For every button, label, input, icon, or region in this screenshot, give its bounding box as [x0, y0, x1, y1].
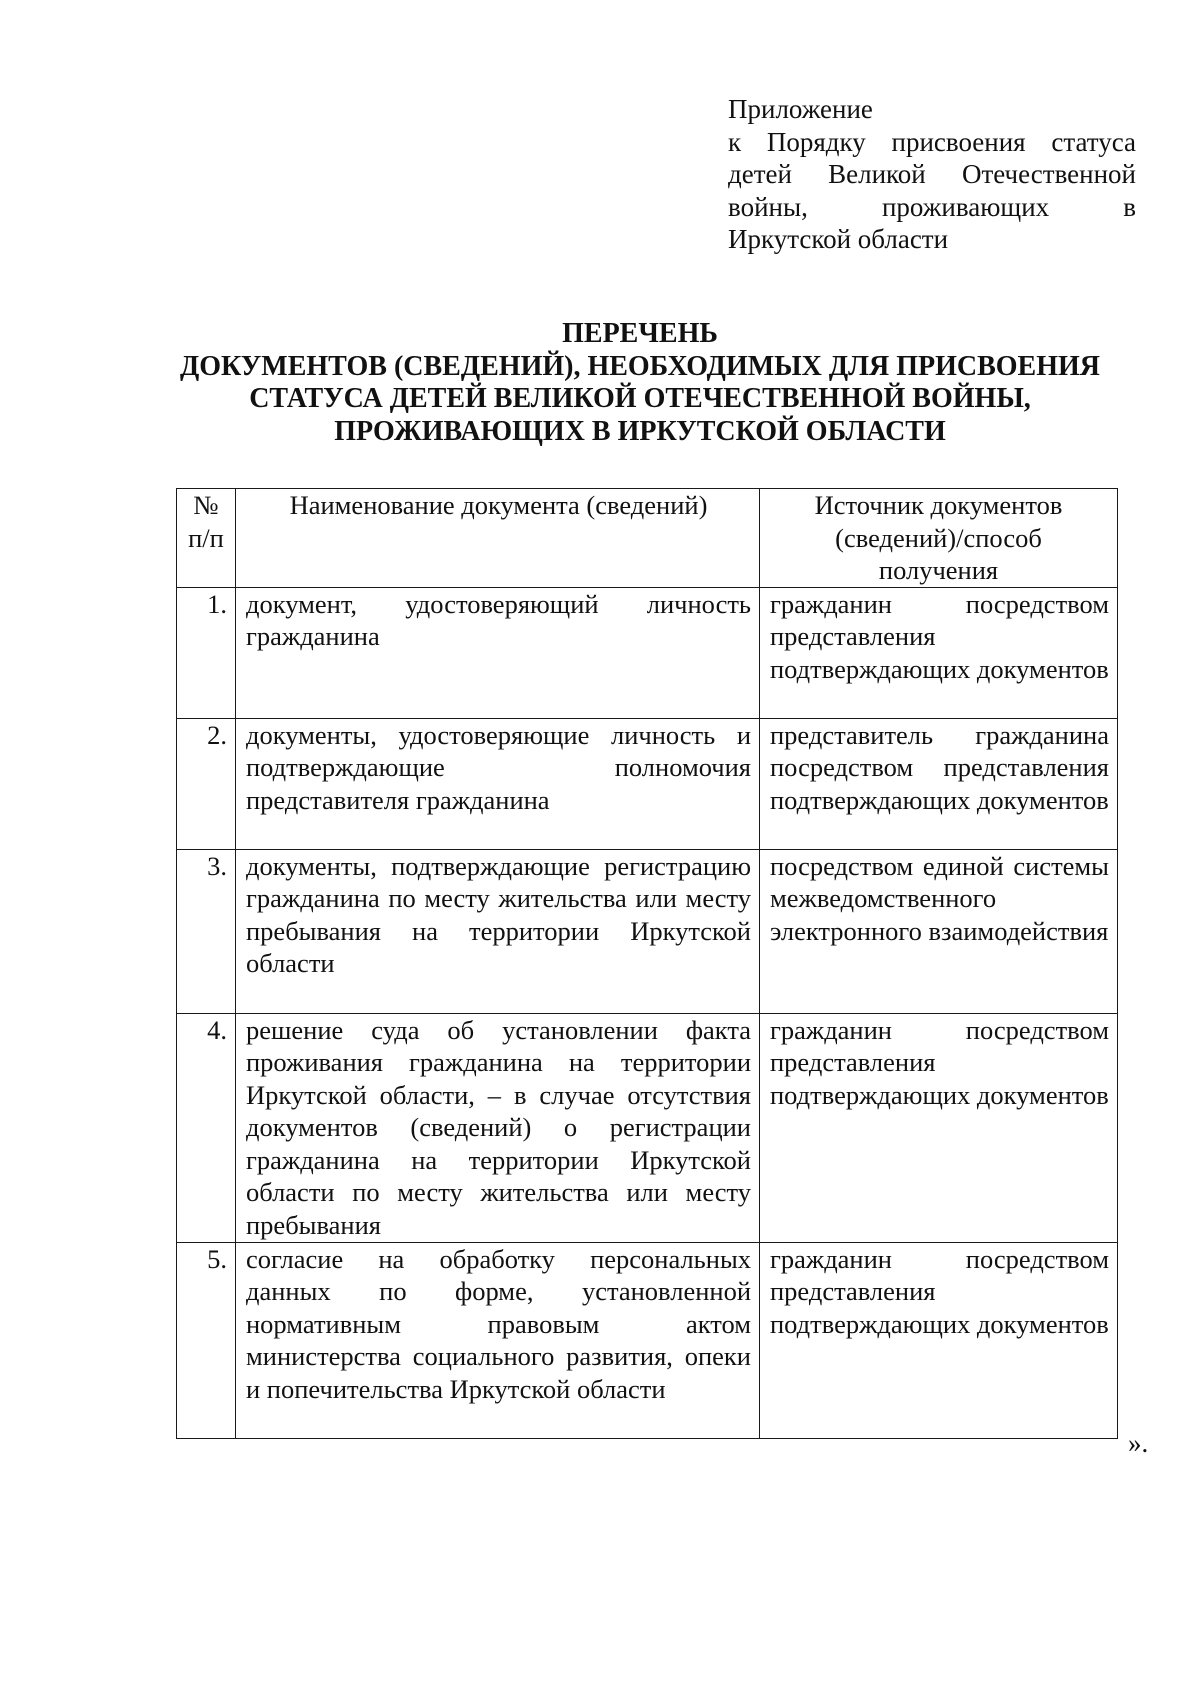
row-num: 2.: [177, 718, 236, 849]
documents-table: [176, 488, 1118, 1439]
row-num: 1.: [177, 587, 236, 718]
row-source: гражданин посредством представления подтверждающих документов: [760, 587, 1118, 718]
appendix-word: проживающих: [881, 191, 1050, 222]
row-source: гражданин посредством представления подтверждающих документов: [760, 1013, 1118, 1242]
row-source: посредством единой системы межведомственного электронного взаимодействия: [760, 849, 1118, 1013]
appendix-line: Иркутской области: [728, 224, 949, 254]
appendix-word: в: [1123, 191, 1136, 222]
row-num: 5.: [177, 1242, 236, 1438]
document-title: [140, 318, 1140, 448]
title-line: ДОКУМЕНТОВ (СВЕДЕНИЙ), НЕОБХОДИМЫХ ДЛЯ ПРИСВОЕНИЯ: [179, 350, 1101, 382]
header-source: Источник документов (сведений)/способ получения: [760, 489, 1118, 588]
row-num: 4.: [177, 1013, 236, 1242]
appendix-note: [728, 93, 1136, 256]
header-num: № п/п: [177, 489, 236, 588]
row-source: гражданин посредством представления подтверждающих документов: [760, 1242, 1118, 1438]
table-row: [177, 849, 1118, 1013]
table-row: [177, 718, 1118, 849]
row-name: документ, удостоверяющий личность гражданина: [236, 587, 760, 718]
row-source: представитель гражданина посредством представления подтверждающих документов: [760, 718, 1118, 849]
table-row: [177, 1242, 1118, 1438]
row-name: документы, удостоверяющие личность и подтверждающие полномочия представителя гражданина: [236, 718, 760, 849]
row-name: решение суда об установлении факта проживания гражданина на территории Иркутской области, – в случае отсутствия документов (сведений) о регистрации гражданина на территории Иркутской области по месту жительства или месту пребывания: [236, 1013, 760, 1242]
table-header-row: [177, 489, 1118, 588]
appendix-line: к Порядку присвоения статуса: [728, 126, 1136, 157]
appendix-line-split: [728, 191, 1136, 224]
closing-quote-mark: ».: [1128, 1428, 1149, 1458]
appendix-word: войны,: [728, 191, 808, 222]
title-line: ПРОЖИВАЮЩИХ В ИРКУТСКОЙ ОБЛАСТИ: [334, 415, 946, 447]
header-name: Наименование документа (сведений): [236, 489, 760, 588]
title-line: ПЕРЕЧЕНЬ: [562, 318, 718, 349]
row-name: согласие на обработку персональных данных по форме, установленной нормативным правовым актом министерства социального развития, опеки и попечительства Иркутской области: [236, 1242, 760, 1438]
row-num: 3.: [177, 849, 236, 1013]
table-row: [177, 1013, 1118, 1242]
table-row: [177, 587, 1118, 718]
title-line: СТАТУСА ДЕТЕЙ ВЕЛИКОЙ ОТЕЧЕСТВЕННОЙ ВОЙНЫ,: [249, 383, 1031, 414]
appendix-line: Приложение: [728, 94, 873, 124]
row-name: документы, подтверждающие регистрацию гражданина по месту жительства или месту пребывания на территории Иркутской области: [236, 849, 760, 1013]
appendix-line: детей Великой Отечественной: [728, 159, 1136, 189]
